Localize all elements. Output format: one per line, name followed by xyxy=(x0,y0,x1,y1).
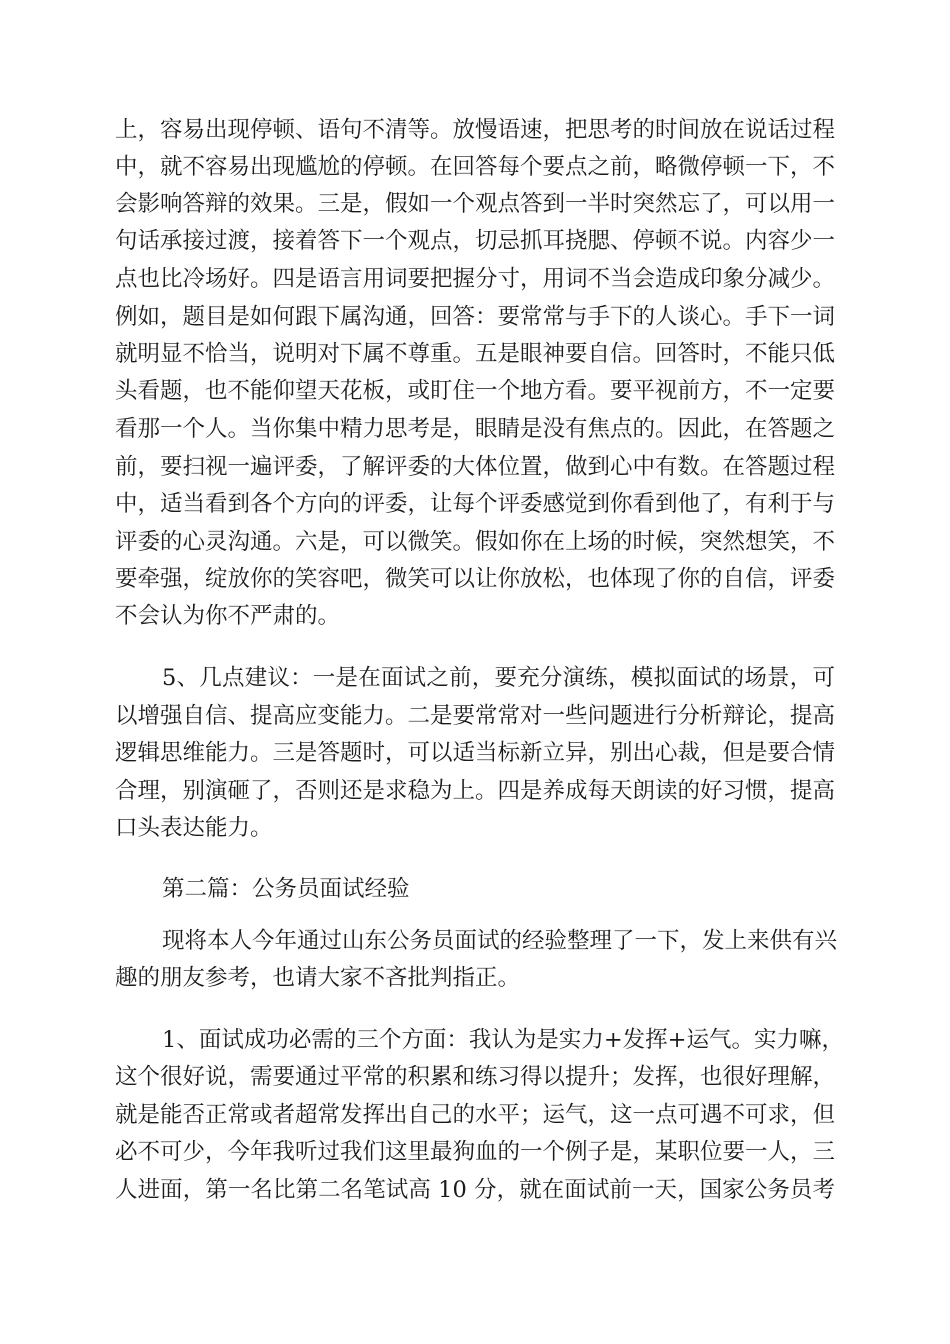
text-line: 现将本人今年通过山东公务员面试的经验整理了一下，发上来供有兴 xyxy=(162,928,838,954)
text-line: 不会认为你不严肃的。 xyxy=(115,603,341,629)
text-line: 逻辑思维能力。三是答题时，可以适当标新立异，别出心裁，但是要合情 xyxy=(115,740,836,766)
text-line: 以增强自信、提高应变能力。二是要常常对一些问题进行分析辩论，提高 xyxy=(115,703,836,729)
text-line: 人进面，第一名比第二名笔试高 10 分，就在面试前一天，国家公务员考 xyxy=(115,1177,835,1203)
text-line: 中，适当看到各个方向的评委，让每个评委感觉到你看到他了，有利于与 xyxy=(115,491,836,517)
text-line: 这个很好说，需要通过平常的积累和练习得以提升；发挥，也很好理解， xyxy=(115,1064,836,1090)
text-line: 例如，题目是如何跟下属沟通，回答：要常常与手下的人谈心。手下一词 xyxy=(115,304,836,330)
text-line: 头看题，也不能仰望天花板，或盯住一个地方看。要平视前方，不一定要 xyxy=(115,378,836,404)
text-line: 评委的心灵沟通。六是，可以微笑。假如你在上场的时候，突然想笑，不 xyxy=(115,529,836,555)
text-line: 中，就不容易出现尴尬的停顿。在回答每个要点之前，略微停顿一下，不 xyxy=(115,154,836,180)
text-line: 点也比冷场好。四是语言用词要把握分寸，用词不当会造成印象分减少。 xyxy=(115,266,836,292)
text-line: 就是能否正常或者超常发挥出自己的水平；运气，这一点可遇不可求，但 xyxy=(115,1102,836,1128)
text-line: 会影响答辩的效果。三是，假如一个观点答到一半时突然忘了，可以用一 xyxy=(115,191,836,217)
text-line: 必不可少，今年我听过我们这里最狗血的一个例子是，某职位要一人，三 xyxy=(115,1139,836,1165)
text-line: 要牵强，绽放你的笑容吧，微笑可以让你放松，也体现了你的自信，评委 xyxy=(115,566,836,592)
text-line: 看那一个人。当你集中精力思考是，眼睛是没有焦点的。因此，在答题之 xyxy=(115,416,836,442)
text-line: 句话承接过渡，接着答下一个观点，切忌抓耳挠腮、停顿不说。内容少一 xyxy=(115,228,836,254)
text-line: 趣的朋友参考，也请大家不吝批判指正。 xyxy=(115,965,521,991)
section-heading: 第二篇：公务员面试经验 xyxy=(162,876,410,902)
text-line: 前，要扫视一遍评委，了解评委的大体位置，做到心中有数。在答题过程 xyxy=(115,454,836,480)
text-line: 上，容易出现停顿、语句不清等。放慢语速，把思考的时间放在说话过程 xyxy=(115,117,836,143)
text-line: 5、几点建议：一是在面试之前，要充分演练，模拟面试的场景，可 xyxy=(162,665,835,691)
text-line: 1、面试成功必需的三个方面：我认为是实力+发挥+运气。实力嘛， xyxy=(162,1027,845,1053)
text-line: 合理，别演砸了，否则还是求稳为上。四是养成每天朗读的好习惯，提高 xyxy=(115,778,836,804)
text-line: 就明显不恰当，说明对下属不尊重。五是眼神要自信。回答时，不能只低 xyxy=(115,341,836,367)
text-line: 口头表达能力。 xyxy=(115,815,273,841)
